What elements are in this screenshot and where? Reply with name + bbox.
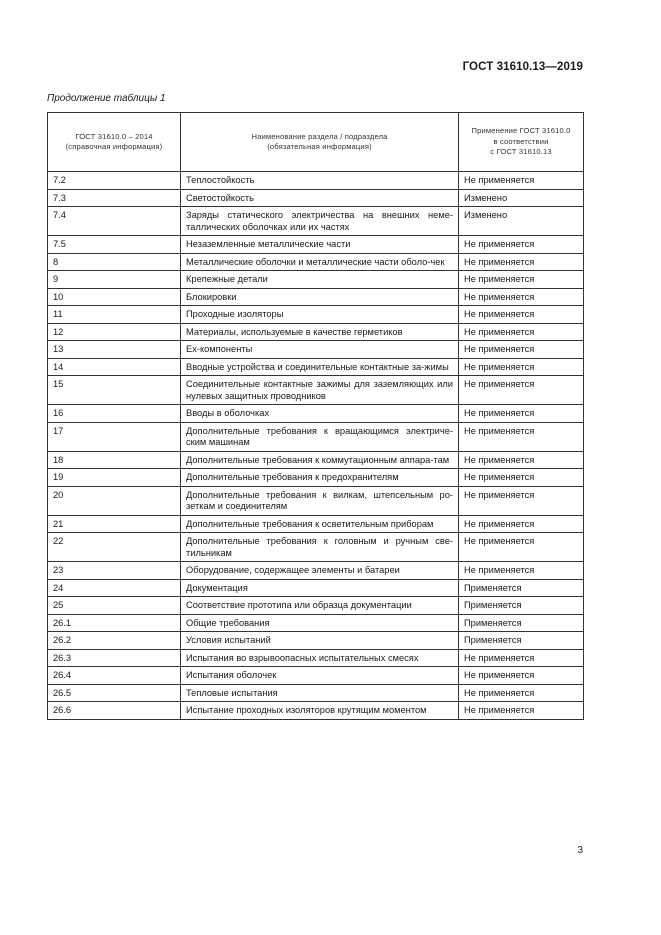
section-name-cell: Светостойкость — [181, 189, 459, 207]
section-name-cell: Условия испытаний — [181, 632, 459, 650]
section-name-cell: Заряды статического электричества на внешних неме-таллических оболочках или их частях — [181, 207, 459, 236]
section-number-cell: 9 — [48, 271, 181, 289]
application-status-cell: Не применяется — [459, 172, 584, 190]
section-name-cell: Блокировки — [181, 288, 459, 306]
application-status-cell: Не применяется — [459, 236, 584, 254]
section-number-cell: 25 — [48, 597, 181, 615]
application-status-cell: Не применяется — [459, 486, 584, 515]
table-row — [48, 376, 584, 405]
application-status-cell: Не применяется — [459, 405, 584, 423]
section-name-cell: Соединительные контактные зажимы для заземляющих или нулевых защитных проводников — [181, 376, 459, 405]
application-status-cell: Не применяется — [459, 376, 584, 405]
section-name-cell: Вводные устройства и соединительные контактные за-жимы — [181, 358, 459, 376]
section-number-cell: 14 — [48, 358, 181, 376]
table-row — [48, 207, 584, 236]
table-row — [48, 515, 584, 533]
application-status-cell: Не применяется — [459, 323, 584, 341]
application-status-cell: Применяется — [459, 579, 584, 597]
section-name-cell: Дополнительные требования к коммутационным аппара-там — [181, 451, 459, 469]
table-row — [48, 579, 584, 597]
section-number-cell: 17 — [48, 422, 181, 451]
application-status-cell: Не применяется — [459, 649, 584, 667]
section-number-cell: 7.2 — [48, 172, 181, 190]
section-number-cell: 12 — [48, 323, 181, 341]
section-name-cell: Дополнительные требования к вилкам, штепсельным ро-зеткам и соединителям — [181, 486, 459, 515]
section-name-cell: Металлические оболочки и металлические части оболо-чек — [181, 253, 459, 271]
table-row — [48, 341, 584, 359]
application-status-cell: Не применяется — [459, 469, 584, 487]
application-status-cell: Изменено — [459, 207, 584, 236]
application-status-cell: Не применяется — [459, 684, 584, 702]
table-row — [48, 253, 584, 271]
column-header-application — [459, 113, 584, 172]
section-number-cell: 26.2 — [48, 632, 181, 650]
column-header-reference — [48, 113, 181, 172]
table-row — [48, 702, 584, 720]
application-status-cell: Не применяется — [459, 562, 584, 580]
section-name-cell: Дополнительные требования к головным и ручным све-тильникам — [181, 533, 459, 562]
section-number-cell: 22 — [48, 533, 181, 562]
section-number-cell: 21 — [48, 515, 181, 533]
table-row — [48, 271, 584, 289]
table-row — [48, 632, 584, 650]
application-status-cell: Не применяется — [459, 358, 584, 376]
section-name-cell: Испытания оболочек — [181, 667, 459, 685]
section-number-cell: 26.4 — [48, 667, 181, 685]
section-name-cell: Испытание проходных изоляторов крутящим моментом — [181, 702, 459, 720]
application-status-cell: Не применяется — [459, 451, 584, 469]
table-row — [48, 597, 584, 615]
table-row — [48, 649, 584, 667]
section-name-cell: Тепловые испытания — [181, 684, 459, 702]
column-header-line: (справочная информация) — [65, 142, 163, 151]
table-row — [48, 358, 584, 376]
table-row — [48, 451, 584, 469]
application-status-cell: Применяется — [459, 597, 584, 615]
section-number-cell: 24 — [48, 579, 181, 597]
section-name-cell: Вводы в оболочках — [181, 405, 459, 423]
section-name-cell: Общие требования — [181, 614, 459, 632]
section-number-cell: 11 — [48, 306, 181, 324]
table-row — [48, 486, 584, 515]
column-header-section-name — [181, 113, 459, 172]
section-name-cell: Теплостойкость — [181, 172, 459, 190]
standard-code: ГОСТ 31610.13—2019 — [462, 61, 583, 73]
table-row — [48, 306, 584, 324]
application-status-cell: Не применяется — [459, 288, 584, 306]
section-name-cell: Испытания во взрывоопасных испытательных смесях — [181, 649, 459, 667]
section-number-cell: 10 — [48, 288, 181, 306]
section-name-cell: Дополнительные требования к предохранителям — [181, 469, 459, 487]
column-header-line: (обязательная информация) — [267, 142, 372, 151]
application-status-cell: Не применяется — [459, 667, 584, 685]
table-row — [48, 323, 584, 341]
section-name-cell: Крепежные детали — [181, 271, 459, 289]
column-header-line: с ГОСТ 31610.13 — [490, 147, 552, 157]
application-status-cell: Не применяется — [459, 702, 584, 720]
application-status-cell: Не применяется — [459, 515, 584, 533]
column-header-line: Наименование раздела / подраздела — [251, 131, 388, 141]
section-number-cell: 8 — [48, 253, 181, 271]
application-status-cell: Не применяется — [459, 533, 584, 562]
section-number-cell: 26.3 — [48, 649, 181, 667]
table-row — [48, 405, 584, 423]
section-name-cell: Документация — [181, 579, 459, 597]
table-body — [48, 172, 584, 720]
table-row — [48, 562, 584, 580]
section-number-cell: 15 — [48, 376, 181, 405]
application-status-cell: Не применяется — [459, 253, 584, 271]
section-name-cell: Дополнительные требования к вращающимся электриче-ским машинам — [181, 422, 459, 451]
application-status-cell: Не применяется — [459, 422, 584, 451]
section-number-cell: 26.1 — [48, 614, 181, 632]
section-name-cell: Материалы, используемые в качестве герметиков — [181, 323, 459, 341]
section-number-cell: 26.6 — [48, 702, 181, 720]
table-row — [48, 469, 584, 487]
table-row — [48, 288, 584, 306]
table-header-row — [48, 113, 584, 172]
section-name-cell: Незаземленные металлические части — [181, 236, 459, 254]
section-number-cell: 20 — [48, 486, 181, 515]
page-number: 3 — [577, 845, 583, 856]
section-number-cell: 7.3 — [48, 189, 181, 207]
column-header-line: Применение ГОСТ 31610.0 — [471, 126, 571, 136]
table-row — [48, 614, 584, 632]
column-header-line: ГОСТ 31610.0 – 2014 — [75, 131, 153, 141]
section-number-cell: 19 — [48, 469, 181, 487]
application-status-cell: Не применяется — [459, 271, 584, 289]
section-number-cell: 16 — [48, 405, 181, 423]
section-number-cell: 7.5 — [48, 236, 181, 254]
application-status-cell: Применяется — [459, 614, 584, 632]
table-row — [48, 189, 584, 207]
application-status-cell: Применяется — [459, 632, 584, 650]
section-number-cell: 26.5 — [48, 684, 181, 702]
application-status-cell: Изменено — [459, 189, 584, 207]
section-name-cell: Проходные изоляторы — [181, 306, 459, 324]
application-status-cell: Не применяется — [459, 341, 584, 359]
table-caption: Продолжение таблицы 1 — [47, 93, 166, 104]
application-status-cell: Не применяется — [459, 306, 584, 324]
section-number-cell: 7.4 — [48, 207, 181, 236]
column-header-line: в соответствии — [493, 136, 549, 146]
table-row — [48, 236, 584, 254]
table-row — [48, 667, 584, 685]
section-name-cell: Дополнительные требования к осветительным приборам — [181, 515, 459, 533]
section-name-cell: Соответствие прототипа или образца документации — [181, 597, 459, 615]
section-name-cell: Ex-компоненты — [181, 341, 459, 359]
table-row — [48, 422, 584, 451]
section-number-cell: 13 — [48, 341, 181, 359]
table-row — [48, 172, 584, 190]
table-row — [48, 684, 584, 702]
requirements-table — [47, 112, 584, 720]
section-number-cell: 23 — [48, 562, 181, 580]
table-row — [48, 533, 584, 562]
section-name-cell: Оборудование, содержащее элементы и батареи — [181, 562, 459, 580]
section-number-cell: 18 — [48, 451, 181, 469]
